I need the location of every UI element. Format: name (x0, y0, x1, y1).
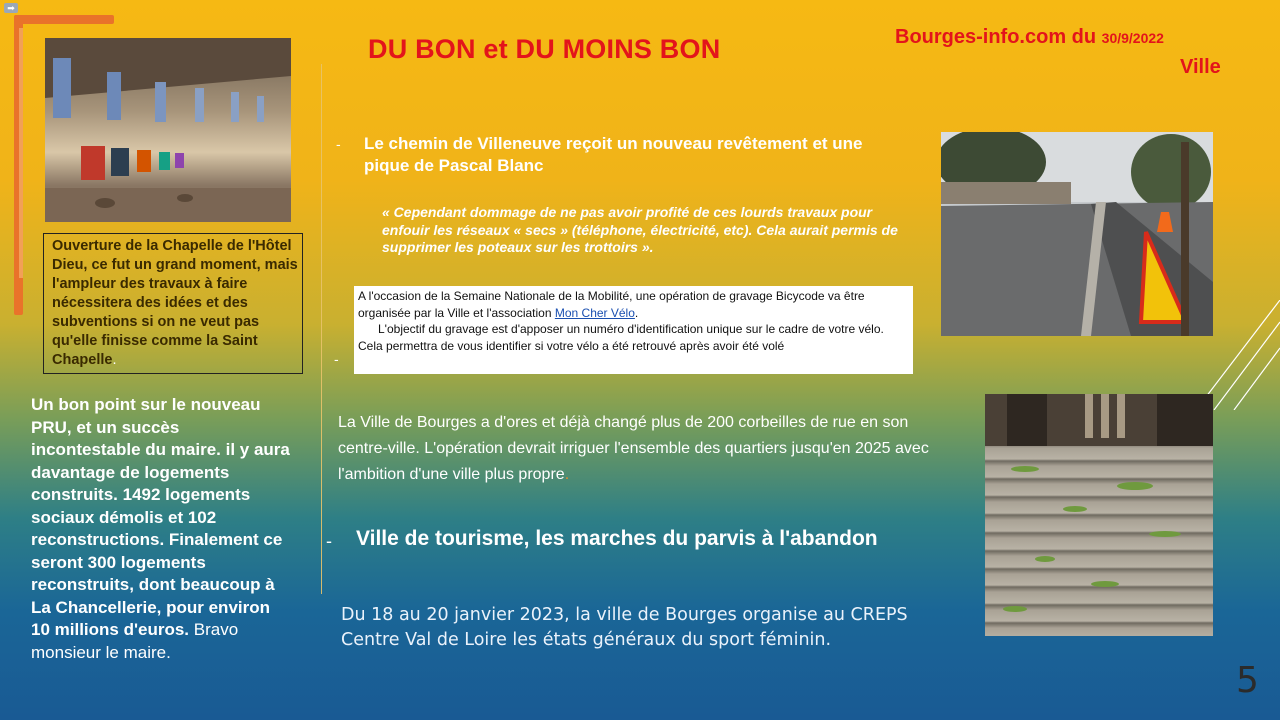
chemin-bullet: - (336, 136, 341, 152)
section-label: Ville (1180, 56, 1221, 78)
slide-title: DU BON et DU MOINS BON (368, 34, 721, 64)
chapel-photo-drawing (45, 38, 291, 222)
source-prefix: Bourges-info.com du (895, 26, 1102, 48)
gravage-line1: A l'occasion de la Semaine Nationale de la Mobilité, une opération de gravage Bicycode va être organisée par la Ville et l'association (358, 289, 865, 320)
page-number: 5 (1236, 660, 1259, 701)
road-photo-drawing (941, 132, 1213, 336)
steps-photo (985, 394, 1213, 636)
tourisme-bullet: - (326, 531, 332, 551)
source-label (895, 26, 1164, 49)
next-arrow-icon[interactable]: ➡ (4, 3, 18, 13)
mon-cher-velo-link[interactable]: Mon Cher Vélo (554, 305, 635, 320)
corbeilles-text (338, 410, 948, 488)
chemin-heading: Le chemin de Villeneuve reçoit un nouveau revêtement et une pique de Pascal Blanc (364, 134, 863, 175)
chapel-caption-text: Ouverture de la Chapelle de l'Hôtel Dieu, ce fut un grand moment, mais l'ampleur des travaux à faire nécessitera des idées et des subventions si on ne veut pas qu'elle finisse comme la Saint Chapelle (52, 238, 298, 368)
gravage-line1-end: . (634, 305, 639, 320)
corbeilles-end: . (564, 466, 570, 483)
chemin-quote: « Cependant dommage de ne pas avoir profité de ces lourds travaux pour enfouir les réseaux « secs » (téléphone, électricité, etc). Cela aurait permis de supprimer les poteaux sur les trottoirs ». (382, 204, 898, 255)
pru-text-block (31, 394, 291, 664)
gravage-line2: L'objectif du gravage est d'apposer un numéro d'identification unique sur le cadre de votre vélo. Cela permettra de vous identifier si votre vélo a été retrouvé après avoir été volé (358, 322, 884, 353)
chapel-caption-box (43, 233, 303, 374)
source-date: 30/9/2022 (1101, 30, 1164, 46)
road-photo (941, 132, 1213, 336)
gravage-bullet: - (334, 351, 339, 367)
tourisme-heading: Ville de tourisme, les marches du parvis à l'abandon (356, 527, 878, 550)
pru-bold-text: Un bon point sur le nouveau PRU, et un succès incontestable du maire. il y aura davantage de logements construits. 1492 logements sociaux démolis et 102 reconstructions. Finalement ce seront 300 logements reconstruits, dont beaucoup à La Chancellerie, pour environ 10 millions d'euros. (31, 395, 290, 639)
corbeilles-body: La Ville de Bourges a d'ores et déjà changé plus de 200 corbeilles de rue en son centre-ville. L'opération devrait irriguer l'ensemble des quartiers jusqu'en 2025 avec l'ambition d'une ville plus propre (338, 414, 929, 483)
orange-frame-top (14, 15, 114, 24)
steps-photo-drawing (985, 394, 1213, 636)
gravage-box (354, 286, 913, 374)
pru-plain-text: Bravo monsieur le maire. (31, 620, 239, 662)
chapel-caption-end: . (112, 352, 117, 368)
column-divider (321, 64, 322, 594)
chapel-photo (45, 38, 291, 222)
sport-text: Du 18 au 20 janvier 2023, la ville de Bourges organise au CREPS Centre Val de Loire les états généraux du sport féminin. (341, 605, 908, 650)
orange-frame-highlight (19, 28, 23, 278)
